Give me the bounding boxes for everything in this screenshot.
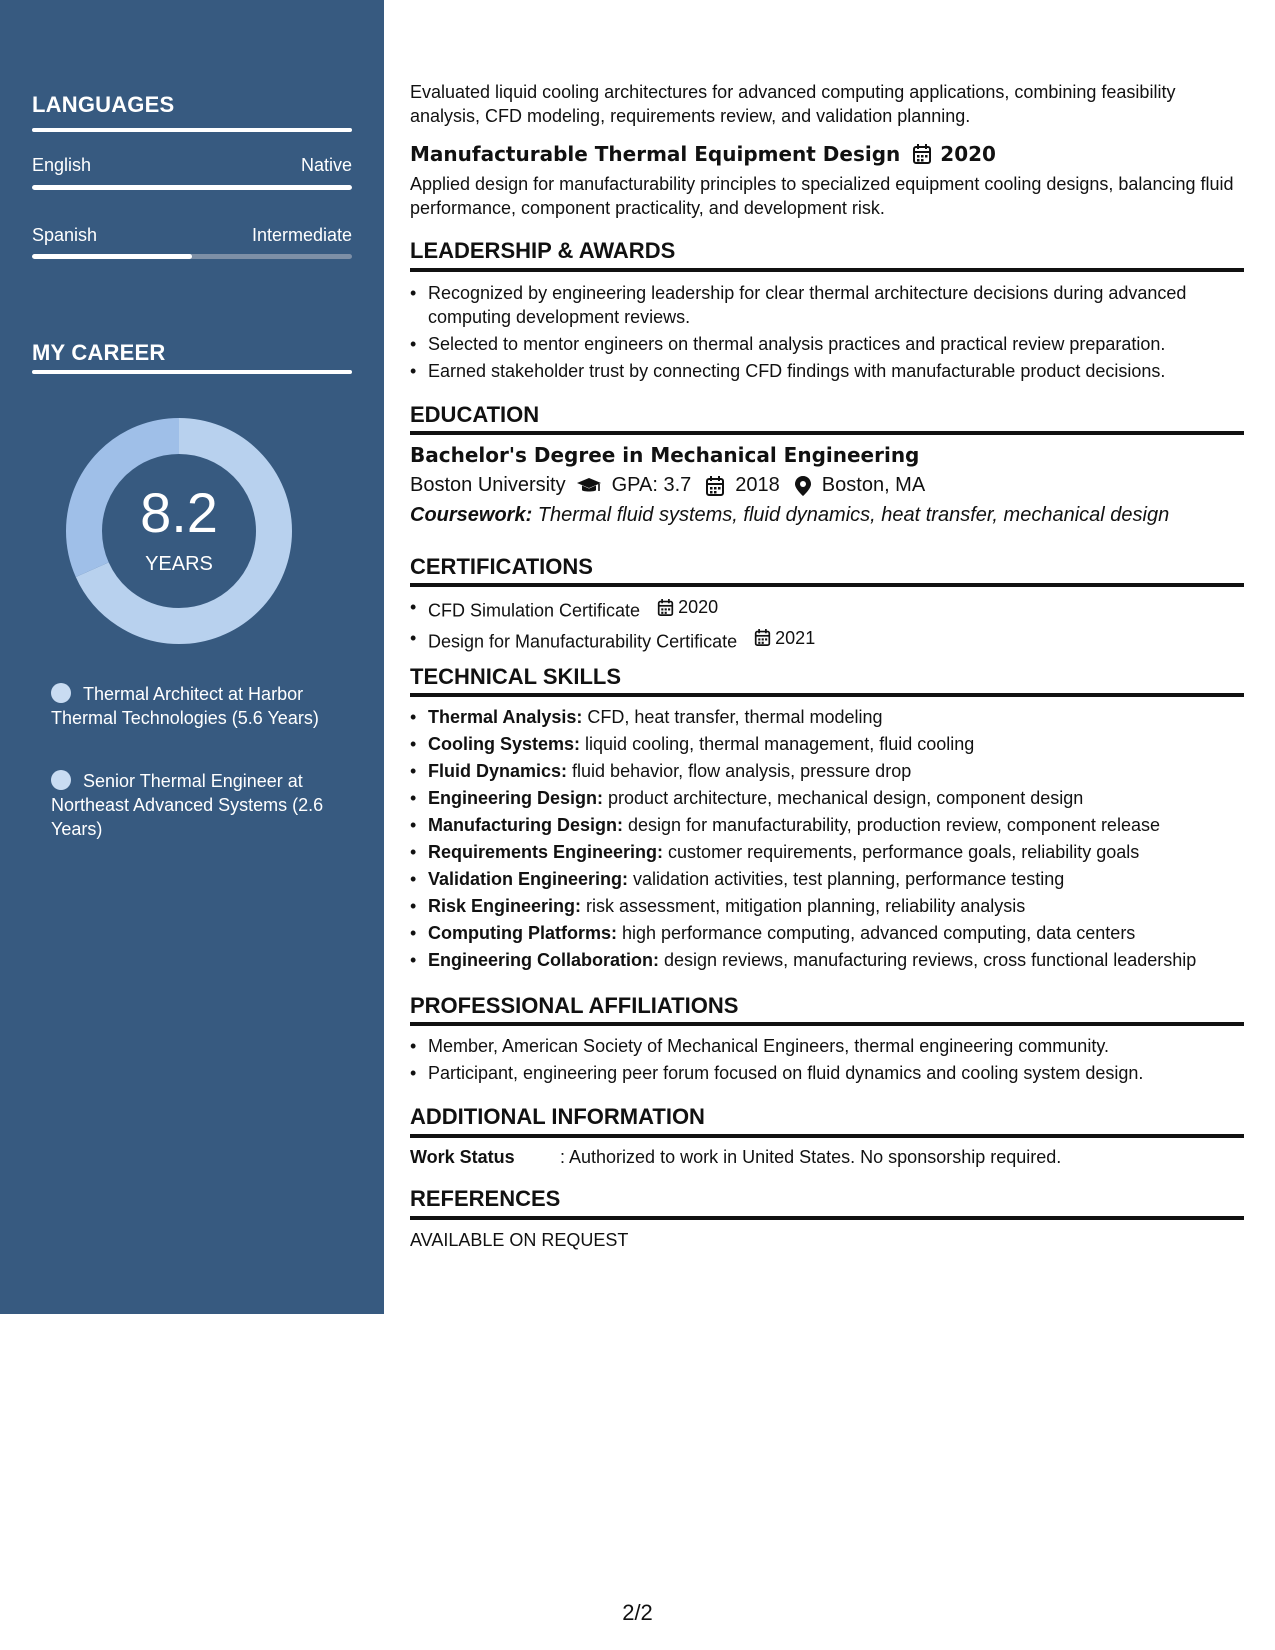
education-heading: EDUCATION — [410, 402, 540, 427]
list-item: • Earned stakeholder trust by connecting CFD findings with manufacturable product decisions. — [410, 359, 1244, 383]
language-level: Intermediate — [251, 225, 352, 245]
languages-heading: LANGUAGES — [32, 92, 175, 117]
language-row-spanish — [32, 225, 352, 246]
affiliations-heading: PROFESSIONAL AFFILIATIONS — [410, 993, 739, 1018]
coursework-line — [410, 504, 1244, 527]
certification-name: Design for Manufacturability Certificate — [428, 631, 738, 651]
leadership-heading: LEADERSHIP & AWARDS — [410, 238, 676, 263]
skills-heading: TECHNICAL SKILLS — [410, 664, 622, 689]
skill-label: Validation Engineering: — [428, 869, 629, 889]
education-location: Boston, MA — [821, 474, 926, 496]
list-item: • Selected to mentor engineers on thermal analysis practices and practical review preparation. — [410, 332, 1244, 356]
language-bar-spanish — [32, 254, 352, 259]
section-rule — [410, 268, 1244, 272]
education-year: 2018 — [735, 474, 780, 496]
skill-value: validation activities, test planning, performance testing — [628, 869, 1065, 889]
certification-year: 2021 — [775, 627, 816, 648]
skill-label: Engineering Design: — [428, 788, 604, 808]
career-item — [51, 769, 331, 841]
references-heading: REFERENCES — [410, 1186, 561, 1211]
skill-item — [410, 840, 1244, 864]
bullet-dot-icon — [51, 770, 71, 790]
skill-item — [410, 948, 1244, 972]
language-name: English — [32, 155, 92, 175]
career-total-years: 8.2 — [140, 481, 218, 544]
additional-info-heading: ADDITIONAL INFORMATION — [410, 1104, 705, 1129]
skill-item — [410, 732, 1244, 756]
language-bar-fill — [32, 254, 192, 259]
sidebar — [0, 0, 384, 1314]
certification-item — [410, 595, 1244, 623]
language-bar-fill — [32, 185, 352, 190]
certification-year: 2020 — [678, 597, 719, 617]
certification-item — [410, 626, 1244, 654]
section-rule — [410, 1216, 1244, 1220]
calendar-icon — [912, 143, 932, 165]
references-text: AVAILABLE ON REQUEST — [410, 1230, 629, 1250]
education-details — [410, 474, 925, 497]
skill-value: liquid cooling, thermal management, fluid cooling — [580, 734, 975, 754]
skill-item — [410, 813, 1244, 837]
skill-item — [410, 921, 1244, 945]
language-name: Spanish — [32, 225, 98, 245]
skill-value: fluid behavior, flow analysis, pressure drop — [567, 761, 912, 781]
list-item: • Member, American Society of Mechanical Engineers, thermal engineering community. — [410, 1034, 1244, 1058]
certifications-heading: CERTIFICATIONS — [410, 554, 593, 579]
skill-value: CFD, heat transfer, thermal modeling — [582, 707, 883, 727]
skill-value: design reviews, manufacturing reviews, cross functional leadership — [659, 950, 1197, 970]
location-pin-icon — [794, 475, 812, 497]
career-item — [51, 682, 331, 730]
project-description: Applied design for manufacturability principles to specialized equipment cooling designs, balancing fluid performance, component practicality, and development risk. — [410, 174, 1234, 218]
list-item: • Participant, engineering peer forum focused on fluid dynamics and cooling system design. — [410, 1061, 1244, 1085]
skill-label: Requirements Engineering: — [428, 842, 664, 862]
work-status-value: : Authorized to work in United States. No sponsorship required. — [560, 1147, 1062, 1167]
work-status-line — [410, 1145, 1244, 1169]
certification-name: CFD Simulation Certificate — [428, 600, 641, 621]
project-year: 2020 — [940, 142, 996, 166]
skill-value: design for manufacturability, production review, component release — [623, 815, 1160, 835]
intro-paragraph: Evaluated liquid cooling architectures for advanced computing applications, combining feasibility analysis, CFD modeling, requirements review, and validation planning. — [410, 82, 1176, 126]
skill-value: high performance computing, advanced computing, data centers — [617, 923, 1136, 943]
project-title: Manufacturable Thermal Equipment Design — [410, 142, 901, 166]
skill-value: product architecture, mechanical design, component design — [603, 788, 1084, 808]
section-rule — [410, 1134, 1244, 1138]
skill-item — [410, 894, 1244, 918]
section-rule — [410, 583, 1244, 587]
skill-value: customer requirements, performance goals, reliability goals — [663, 842, 1140, 862]
language-row-english — [32, 155, 352, 176]
leadership-list — [410, 281, 1244, 386]
page-number: 2/2 — [622, 1600, 653, 1625]
skills-list — [410, 705, 1244, 975]
skill-label: Thermal Analysis: — [428, 707, 583, 727]
calendar-icon — [657, 598, 674, 617]
skill-item — [410, 867, 1244, 891]
career-years-unit: YEARS — [145, 553, 213, 575]
career-heading: MY CAREER — [32, 340, 166, 365]
skill-label: Risk Engineering: — [428, 896, 582, 916]
languages-heading-rule — [32, 128, 352, 132]
coursework-text: Thermal fluid systems, fluid dynamics, heat transfer, mechanical design — [532, 504, 1170, 526]
calendar-icon — [754, 628, 771, 647]
language-bar-english — [32, 185, 352, 190]
skill-value: risk assessment, mitigation planning, reliability analysis — [581, 896, 1026, 916]
work-status-label: Work Status — [410, 1147, 515, 1167]
skill-label: Fluid Dynamics: — [428, 761, 568, 781]
degree-title: Bachelor's Degree in Mechanical Engineering — [410, 443, 920, 467]
bullet-dot-icon — [51, 683, 71, 703]
section-rule — [410, 431, 1244, 435]
affiliations-list — [410, 1034, 1244, 1088]
skill-label: Engineering Collaboration: — [428, 950, 660, 970]
calendar-icon — [705, 475, 725, 497]
project-title-line — [410, 142, 996, 166]
career-item-text: Senior Thermal Engineer at Northeast Advanced Systems (2.6 Years) — [51, 771, 324, 839]
skill-item — [410, 759, 1244, 783]
section-rule — [410, 1022, 1244, 1026]
language-level: Native — [300, 155, 352, 175]
skill-label: Computing Platforms: — [428, 923, 617, 943]
school-name: Boston University — [410, 474, 566, 496]
coursework-label: Coursework: — [410, 504, 533, 526]
section-rule — [410, 693, 1244, 697]
career-heading-rule — [32, 370, 352, 374]
education-gpa: GPA: 3.7 — [611, 474, 692, 496]
certifications-list — [410, 595, 1244, 656]
skill-item — [410, 705, 1244, 729]
skill-item — [410, 786, 1244, 810]
list-item: • Recognized by engineering leadership for clear thermal architecture decisions during advanced computing development reviews. — [410, 281, 1244, 329]
graduation-cap-icon — [576, 476, 602, 496]
career-item-text: Thermal Architect at Harbor Thermal Technologies (5.6 Years) — [51, 684, 319, 728]
skill-label: Manufacturing Design: — [428, 815, 624, 835]
skill-label: Cooling Systems: — [428, 734, 581, 754]
